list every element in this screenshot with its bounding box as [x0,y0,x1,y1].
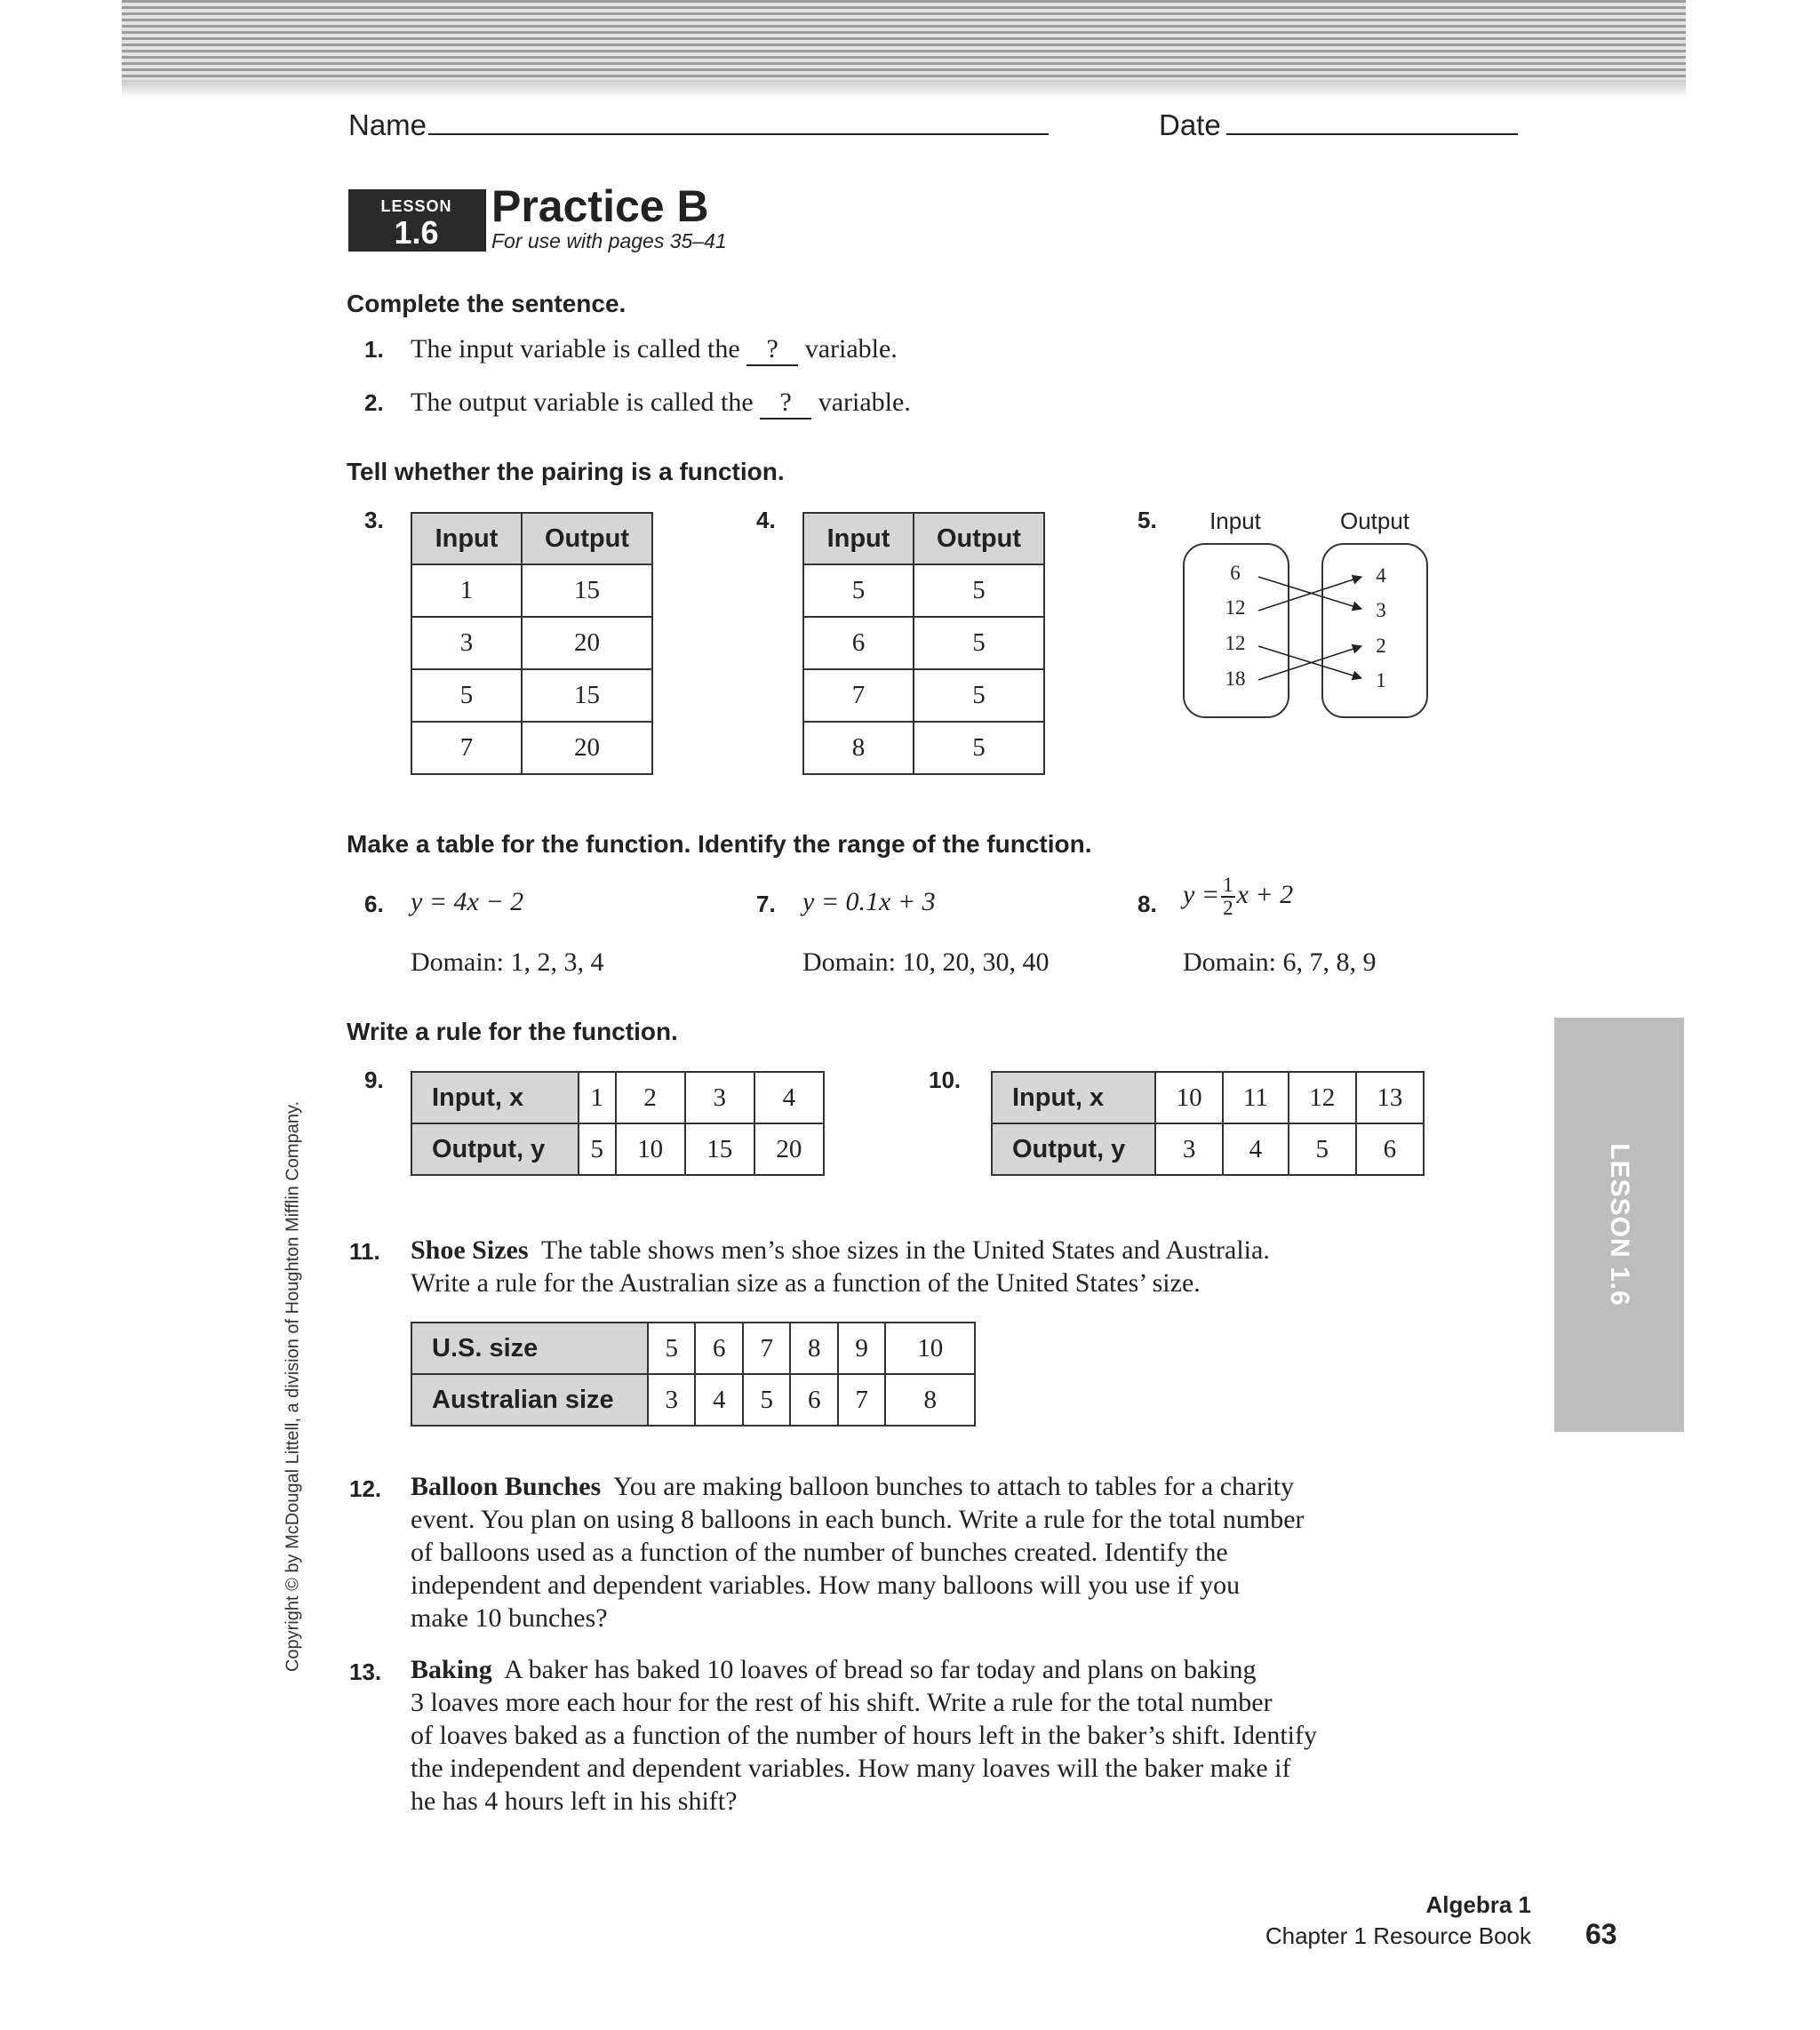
question-12-line: You are making balloon bunches to attach to tables for a charity [613,1472,1295,1501]
question-12-text [411,1470,1305,1634]
question-8-fraction [1221,875,1235,919]
table-cell: 20 [754,1123,824,1175]
question-9-table [411,1071,825,1176]
mapping-output-value: 2 [1376,635,1386,657]
question-4-number: 4. [756,507,776,533]
table-header: Output [914,513,1044,564]
table-cell: 7 [743,1323,790,1374]
date-field-line[interactable] [1226,133,1518,135]
table-row [803,564,1044,617]
question-1-number: 1. [364,336,384,363]
question-9-number: 9. [364,1067,384,1093]
table-cell: 15 [522,564,652,617]
table-row [803,669,1044,722]
side-lesson-tab [1554,1018,1684,1432]
table-cell: 8 [803,722,914,774]
question-12-number: 12. [349,1475,382,1502]
question-12-line: independent and dependent variables. How many balloons will you use if you [411,1570,1241,1600]
table-row [411,722,652,774]
question-11-title: Shoe Sizes [411,1235,529,1265]
table-cell: 1 [411,564,522,617]
table-cell: 6 [1356,1123,1424,1175]
table-cell: 5 [914,669,1044,722]
question-1 [364,336,384,364]
table-cell: 20 [522,722,652,774]
table-cell: 3 [1155,1123,1223,1175]
table-row [803,617,1044,669]
table-cell: 4 [754,1072,824,1123]
footer-book-subtitle: Chapter 1 Resource Book [1265,1922,1531,1949]
table-cell: 7 [838,1374,885,1426]
question-8-number: 8. [1138,891,1157,917]
question-2-blank[interactable]: ? [760,388,811,420]
mapping-output-oval [1322,544,1427,717]
mapping-input-value: 12 [1225,596,1246,619]
question-2-text [411,388,911,420]
section-rule-heading: Write a rule for the function. [347,1018,678,1045]
question-12-title: Balloon Bunches [411,1472,602,1501]
question-13-text [411,1653,1317,1818]
table-cell: 20 [522,617,652,669]
table-cell: 10 [885,1323,975,1374]
mapping-input-value: 12 [1225,632,1246,654]
name-label: Name [348,108,427,141]
table-cell: 12 [1289,1072,1356,1123]
table-cell: 5 [743,1374,790,1426]
question-13-line: of loaves baked as a function of the number of hours left in the baker’s shift. Identify [411,1721,1317,1750]
question-11-text [411,1234,1270,1299]
section-function-heading: Tell whether the pairing is a function. [347,458,785,485]
question-10-number: 10. [929,1067,962,1093]
lesson-badge-word: LESSON [380,197,452,215]
mapping-input-label: Input [1209,508,1261,534]
table-cell: 8 [790,1323,837,1374]
table-cell: 9 [838,1323,885,1374]
table-cell: 13 [1356,1072,1424,1123]
table-row [411,1072,824,1123]
table-cell: 2 [616,1072,685,1123]
header-stripes-fade [122,80,1686,98]
question-13-line: the independent and dependent variables. How many loaves will the baker make if [411,1754,1291,1783]
table-cell: 5 [914,564,1044,617]
date-label: Date [1159,108,1221,141]
table-cell: 10 [616,1123,685,1175]
mapping-input-value: 6 [1230,562,1241,584]
table-cell: 3 [685,1072,754,1123]
table-cell: 5 [579,1123,616,1175]
question-2 [364,389,384,417]
fraction-denominator: 2 [1223,897,1233,919]
table-cell: 7 [803,669,914,722]
page-number: 63 [1585,1918,1617,1950]
question-12-line: of balloons used as a function of the number of bunches created. Identify the [411,1538,1228,1567]
name-field-line[interactable] [428,133,1049,135]
question-2-number: 2. [364,389,384,416]
table-cell: 5 [411,669,522,722]
mapping-output-label: Output [1339,508,1410,534]
question-11-line: The table shows men’s shoe sizes in the United States and Australia. [540,1235,1270,1265]
question-4-table [802,512,1045,775]
table-row-label: Input, x [411,1072,579,1123]
question-5-number: 5. [1138,507,1157,533]
question-6-number: 6. [364,891,384,917]
section-complete-heading: Complete the sentence. [347,290,627,317]
question-3-table [411,512,653,775]
question-7-domain: Domain: 10, 20, 30, 40 [802,947,1050,977]
table-cell: 15 [685,1123,754,1175]
title-rule [484,189,486,252]
table-row [411,564,652,617]
table-cell: 5 [648,1323,695,1374]
table-cell: 4 [1223,1123,1289,1175]
table-cell: 3 [648,1374,695,1426]
table-row [411,1374,975,1426]
lesson-badge [348,189,484,252]
table-row [992,1072,1424,1123]
question-6-domain: Domain: 1, 2, 3, 4 [411,947,604,977]
table-cell: 11 [1223,1072,1289,1123]
mapping-output-value: 1 [1376,669,1386,691]
question-13-line: A baker has baked 10 loaves of bread so far today and plans on baking [504,1655,1257,1684]
table-cell: 6 [695,1323,742,1374]
question-2-pre: The output variable is called the [411,388,754,417]
question-11-number: 11. [349,1238,380,1265]
side-lesson-tab-label: LESSON 1.6 [1605,1143,1634,1307]
question-13-title: Baking [411,1655,492,1684]
table-row [803,722,1044,774]
page-title: Practice B [491,181,709,231]
question-8-equation-right: x + 2 [1236,879,1294,909]
copyright-notice: Copyright © by McDougal Littell, a division of Houghton Mifflin Company. [283,1100,303,1673]
mapping-output-value: 3 [1376,599,1386,621]
table-row-label: Input, x [992,1072,1155,1123]
table-cell: 8 [885,1374,975,1426]
question-2-post: variable. [818,388,911,417]
table-row-label: Australian size [411,1374,648,1426]
table-row-label: U.S. size [411,1323,648,1374]
question-6-equation: y = 4x − 2 [411,887,524,916]
table-header: Input [803,513,914,564]
question-12-line: make 10 bunches? [411,1603,608,1633]
question-5-mapping-diagram [1173,502,1440,724]
footer-book-title: Algebra 1 [1425,1891,1531,1918]
question-1-text [411,334,898,366]
table-cell: 5 [914,722,1044,774]
question-13-number: 13. [349,1658,382,1685]
mapping-input-value: 18 [1225,667,1246,690]
table-cell: 3 [411,617,522,669]
question-7-equation: y = 0.1x + 3 [802,887,936,916]
question-13-line: 3 loaves more each hour for the rest of his shift. Write a rule for the total number [411,1688,1273,1717]
table-row-label: Output, y [411,1123,579,1175]
table-cell: 15 [522,669,652,722]
table-cell: 1 [579,1072,616,1123]
question-7-number: 7. [756,891,776,917]
table-header: Input [411,513,522,564]
table-cell: 7 [411,722,522,774]
question-10-table [991,1071,1425,1176]
section-table-heading: Make a table for the function. Identify the range of the function. [347,830,1092,858]
table-cell: 10 [1155,1072,1223,1123]
question-8-equation [1183,875,1293,919]
table-row [411,669,652,722]
question-8-equation-left: y = [1183,879,1220,909]
question-11-line: Write a rule for the Australian size as a function of the United States’ size. [411,1268,1201,1298]
table-row [411,1323,975,1374]
table-cell: 5 [914,617,1044,669]
question-12-line: event. You plan on using 8 balloons in each bunch. Write a rule for the total number [411,1505,1305,1534]
table-cell: 5 [1289,1123,1356,1175]
table-row [992,1123,1424,1175]
table-row [411,617,652,669]
question-13-line: he has 4 hours left in his shift? [411,1786,738,1816]
table-header: Output [522,513,652,564]
table-cell: 6 [790,1374,837,1426]
question-1-post: variable. [804,334,898,364]
question-11-table [411,1322,976,1427]
fraction-numerator: 1 [1223,874,1233,896]
page-subtitle: For use with pages 35–41 [491,229,727,252]
table-cell: 5 [803,564,914,617]
question-3-number: 3. [364,507,384,533]
question-1-pre: The input variable is called the [411,334,740,364]
mapping-output-value: 4 [1376,564,1386,587]
question-1-blank[interactable]: ? [746,334,798,366]
table-row-label: Output, y [992,1123,1155,1175]
table-cell: 6 [803,617,914,669]
table-row [411,1123,824,1175]
question-8-domain: Domain: 6, 7, 8, 9 [1183,947,1377,977]
header-stripes [122,0,1686,89]
table-cell: 4 [695,1374,742,1426]
lesson-badge-number: 1.6 [394,214,439,251]
